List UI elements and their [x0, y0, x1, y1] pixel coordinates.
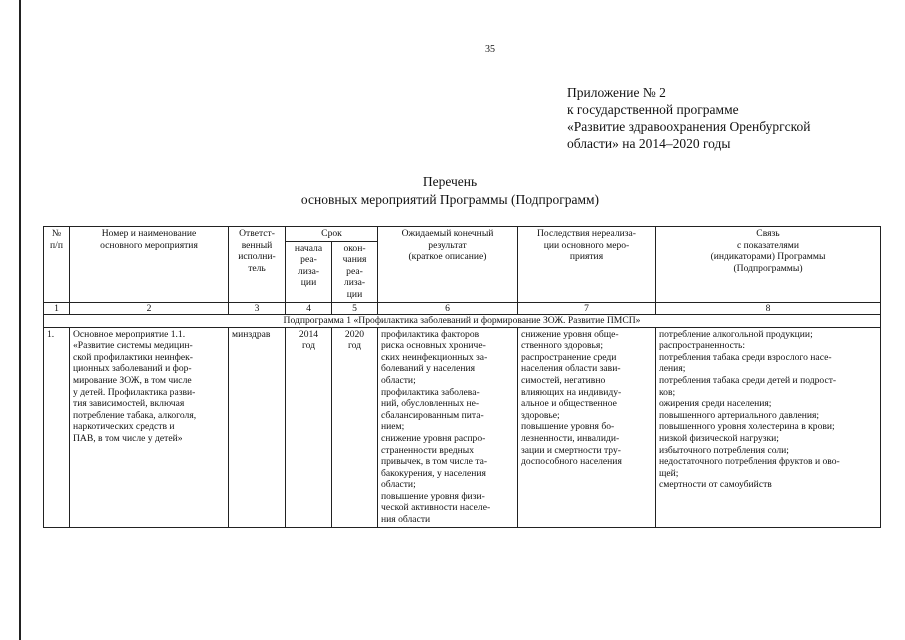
measures-table	[43, 226, 881, 528]
row-num: 1.	[44, 327, 70, 527]
appendix-line-1: Приложение № 2	[567, 85, 666, 100]
row-executor: минздрав	[229, 327, 286, 527]
header-num: № п/п	[44, 227, 70, 303]
appendix-line-3: «Развитие здравоохранения Оренбургской	[567, 119, 811, 134]
row-start: 2014 год	[286, 327, 332, 527]
subprogram-row	[44, 314, 881, 327]
document-title	[280, 173, 620, 209]
table-header-row	[44, 227, 881, 242]
header-result: Ожидаемый конечный результат (краткое описание)	[378, 227, 518, 303]
document-title-line-2: основных мероприятий Программы (Подпрограмм)	[300, 192, 600, 207]
document-title-line-1: Перечень	[422, 174, 478, 189]
subprogram-title: Подпрограмма 1 «Профилактика заболеваний и формирование ЗОЖ. Развитие ПМСП»	[44, 314, 881, 327]
row-end: 2020 год	[332, 327, 378, 527]
column-number: 1	[44, 302, 70, 314]
row-result: профилактика факторов риска основных хрониче- ских неинфекционных за- болеваний у населения области; профилактика заболева- ний, обусловленных не- сбалансированным пита- нием; снижение уровня распро- страненности вредных привычек, в том числе та- бакокурения, у населения области; повышение уровня физи- ческой активности населе- ния области	[378, 327, 518, 527]
column-number: 8	[656, 302, 881, 314]
header-term: Срок	[286, 227, 378, 242]
column-number: 7	[518, 302, 656, 314]
column-number: 3	[229, 302, 286, 314]
row-name: Основное мероприятие 1.1. «Развитие системы медицин- ской профилактики неинфек- ционных заболеваний и фор- мирование ЗОЖ, в том числе у детей. Профилактика разви- тия зависимостей, включая потребление табака, алкоголя, наркотических средств и ПАВ, в том числе у детей»	[70, 327, 229, 527]
appendix-line-4: области» на 2014–2020 годы	[567, 136, 731, 151]
header-start: начала реа- лиза- ции	[286, 241, 332, 302]
row-link: потребление алкогольной продукции; распространенность: потребления табака среди взрослого насе- ления; потребления табака среди детей и подрост- ков; ожирения среди населения; повышенного артериального давления; повышенного уровня холестерина в крови; низкой физической нагрузки; избыточного потребления соли; недостаточного потребления фруктов и ово- щей; смертности от самоубийств	[656, 327, 881, 527]
column-number: 2	[70, 302, 229, 314]
table-row	[44, 327, 881, 527]
appendix-line-2: к государственной программе	[567, 102, 739, 117]
page-number: 35	[485, 44, 495, 55]
appendix-heading	[567, 84, 811, 152]
header-executor: Ответст- венный исполни- тель	[229, 227, 286, 303]
column-number: 6	[378, 302, 518, 314]
header-name: Номер и наименование основного мероприятия	[70, 227, 229, 303]
header-consequences: Последствия нереализа- ции основного меро- приятия	[518, 227, 656, 303]
column-numbers-row	[44, 302, 881, 314]
row-consequences: снижение уровня обще- ственного здоровья; распространение среди населения области зави- симостей, негативно влияющих на индивиду- альное и общественное здоровье; повышение уровня бо- лезненности, инвалиди- зации и смертности тру- доспособного населения	[518, 327, 656, 527]
page-left-border	[19, 0, 21, 640]
column-number: 5	[332, 302, 378, 314]
column-number: 4	[286, 302, 332, 314]
header-end: окон- чания реа- лиза- ции	[332, 241, 378, 302]
header-link: Связь с показателями (индикаторами) Программы (Подпрограммы)	[656, 227, 881, 303]
